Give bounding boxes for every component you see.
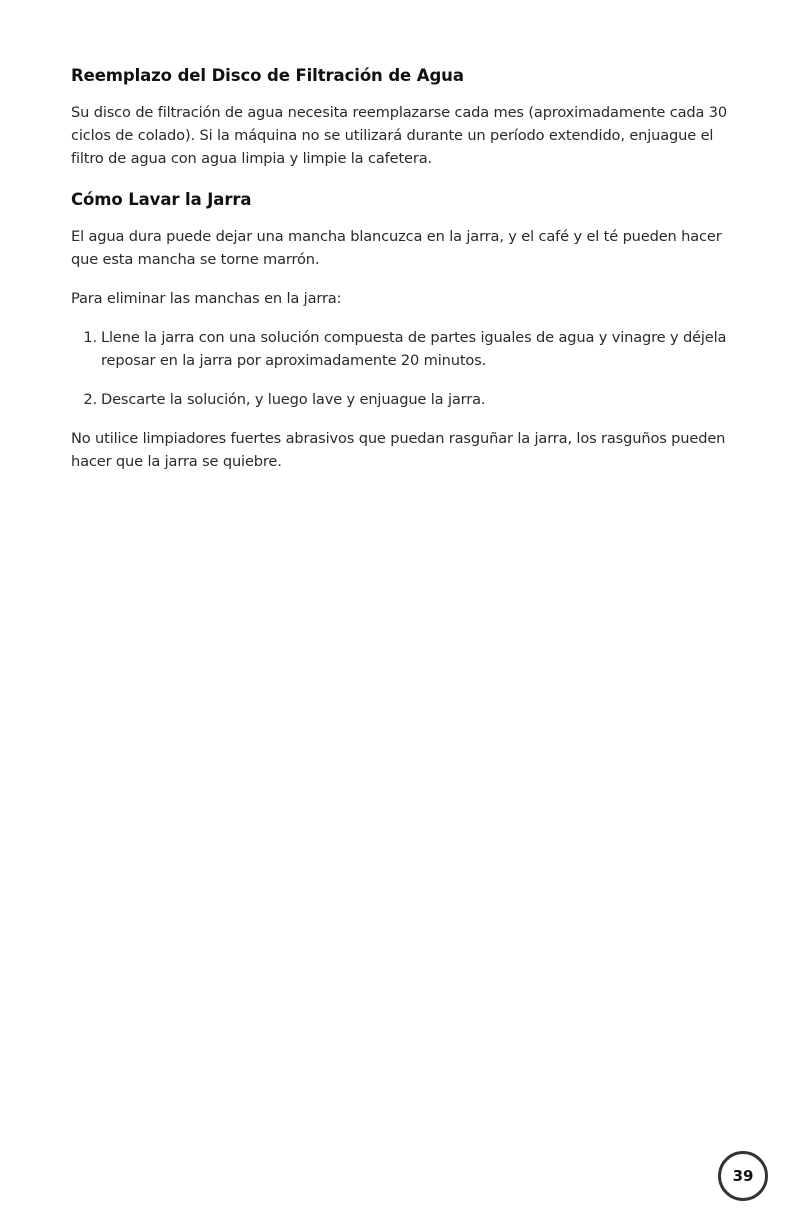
cleaning-steps-list <box>71 326 739 411</box>
list-item <box>71 388 739 411</box>
page-number-badge: 39 <box>718 1151 768 1201</box>
step-number: 1. <box>83 329 97 346</box>
hard-water-paragraph: El agua dura puede dejar una mancha blancuzca en la jarra, y el café y el té pueden hacer que esta mancha se torne marrón. <box>71 228 722 268</box>
step-text: Descarte la solución, y luego lave y enjuague la jarra. <box>101 391 486 408</box>
filter-disc-paragraph: Su disco de filtración de agua necesita reemplazarse cada mes (aproximadamente cada 30 ciclos de colado). Si la máquina no se utilizará durante un período extendido, enjuague el filtro de agua con agua limpia y limpie la cafetera. <box>71 104 728 167</box>
filter-disc-heading: Reemplazo del Disco de Filtración de Agua <box>71 66 464 85</box>
wash-jar-heading: Cómo Lavar la Jarra <box>71 190 252 209</box>
step-number: 2. <box>83 391 97 408</box>
abrasive-warning-paragraph: No utilice limpiadores fuertes abrasivos que puedan rasguñar la jarra, los rasguños pueden hacer que la jarra se quiebre. <box>71 430 726 470</box>
list-item <box>71 326 739 372</box>
remove-stains-intro: Para eliminar las manchas en la jarra: <box>71 290 342 307</box>
page-content <box>71 66 739 473</box>
step-text: Llene la jarra con una solución compuesta de partes iguales de agua y vinagre y déjela reposar en la jarra por aproximadamente 20 minutos. <box>101 329 727 369</box>
